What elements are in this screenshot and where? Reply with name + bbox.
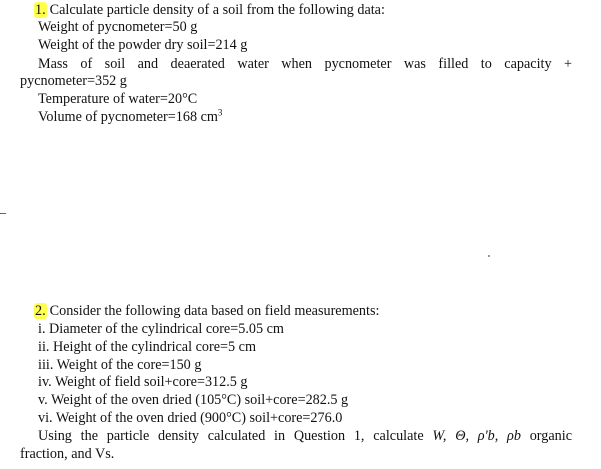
q1-line-temperature: Temperature of water=20°C [38, 91, 198, 107]
q1-line-volume [38, 109, 222, 127]
question-1-heading [34, 2, 385, 20]
question-1-title: Calculate particle density of a soil from the following data: [49, 2, 385, 18]
q1-line-dry-soil-weight: Weight of the powder dry soil=214 g [38, 37, 248, 53]
q2-item-vi: vi. Weight of the oven dried (900°C) soil+core=276.0 [38, 410, 343, 426]
q2-item-iii: iii. Weight of the core=150 g [38, 357, 202, 373]
q2-using-line [38, 428, 572, 446]
q1-volume-text: Volume of pycnometer=168 cm [38, 109, 218, 125]
stray-dot [488, 255, 490, 257]
q2-variables: W, Θ, ρ'b, ρb [432, 428, 521, 444]
question-2-title: Consider the following data based on field measurements: [49, 303, 380, 319]
question-1-number: 1. [35, 2, 46, 18]
question-2-heading [34, 303, 379, 321]
q2-item-v: v. Weight of the oven dried (105°C) soil+core=282.5 g [38, 392, 349, 408]
q1-volume-sup: 3 [217, 107, 223, 118]
q2-item-i: i. Diameter of the cylindrical core=5.05 cm [38, 321, 284, 337]
q2-using-prefix: Using the particle density calculated in Question 1, calculate [38, 428, 424, 444]
q2-item-ii: ii. Height of the cylindrical core=5 cm [38, 339, 256, 355]
margin-mark [0, 213, 6, 214]
q1-line-mass: Mass of soil and deaerated water when pycnometer was filled to capacity + [38, 56, 572, 72]
q2-final-line: fraction, and Vs. [20, 446, 115, 462]
q1-line-pycnometer-weight: Weight of pycnometer=50 g [38, 19, 198, 35]
question-2-number: 2. [35, 303, 46, 319]
q1-line-mass-cont: pycnometer=352 g [20, 73, 127, 89]
q2-using-suffix: organic [529, 428, 572, 444]
q2-item-iv: iv. Weight of field soil+core=312.5 g [38, 374, 248, 390]
